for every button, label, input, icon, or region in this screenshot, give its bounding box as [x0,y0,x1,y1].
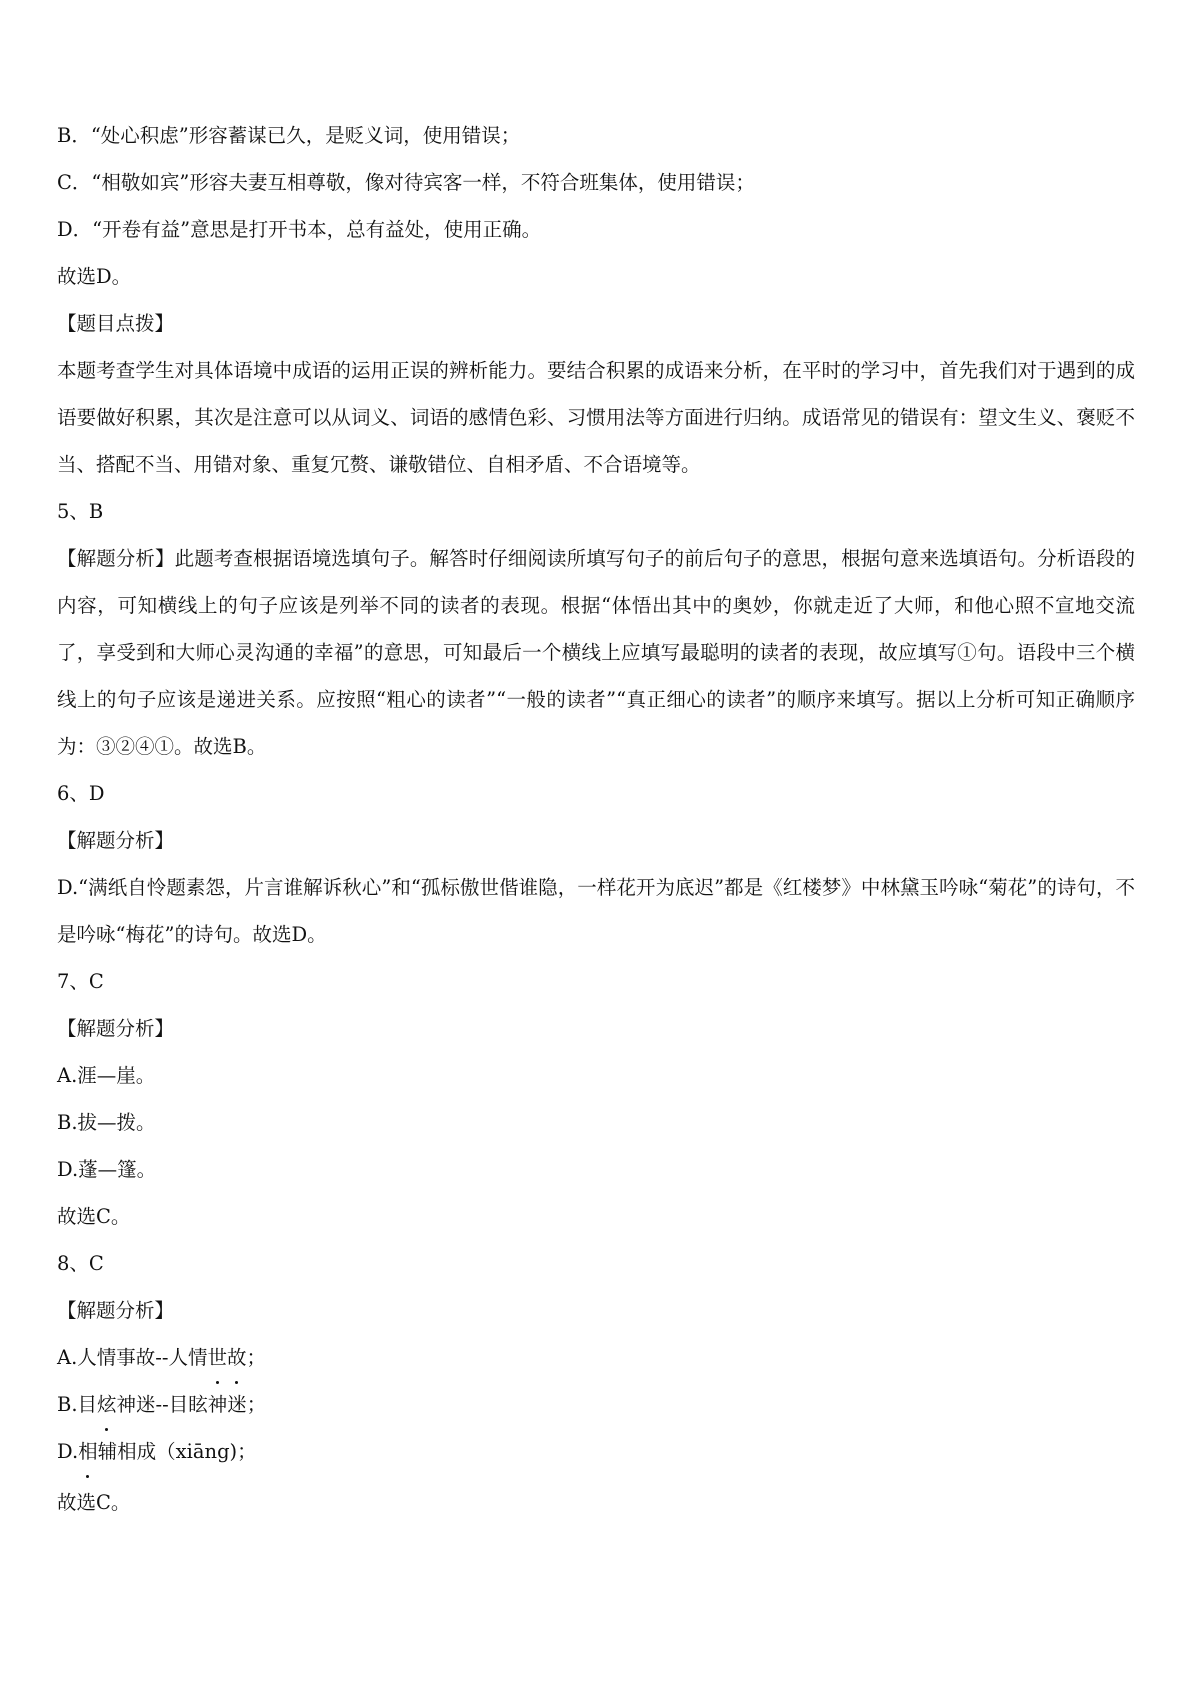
q7-answer: 故选C。 [57,1205,131,1228]
q8-d-emphasis-char: 相 [78,1428,98,1475]
q7-option-b: B.拔—拨。 [57,1111,156,1134]
q7-number: 7、C [57,970,104,993]
q8-b-end: 神迷--目眩神迷； [116,1393,267,1416]
q6-number: 6、D [57,782,105,805]
q8-option-a [57,1334,1135,1381]
option-c-line: C．“相敬如宾”形容夫妻互相尊敬，像对待宾客一样，不符合班集体，使用错误； [57,171,755,194]
tip-heading: 【题目点拨】 [57,312,175,335]
q8-b-emphasis-char: 炫 [97,1381,117,1428]
q7-heading: 【解题分析】 [57,1017,175,1040]
option-d-line: D．“开卷有益”意思是打开书本，总有益处，使用正确。 [57,218,542,241]
q6-body: D.“满纸自怜题素怨，片言谁解诉秋心”和“孤标傲世偕谁隐，一样花开为底迟”都是《红楼梦》中林黛玉吟咏“菊花”的诗句，不是吟咏“梅花”的诗句。故选D。 [57,876,1135,946]
option-b-line: B．“处心积虑”形容蓄谋已久，是贬义词，使用错误； [57,124,521,147]
q8-number: 8、C [57,1252,104,1275]
answer-q4: 故选D。 [57,265,132,288]
q8-d-end: 辅相成（xiāng)； [97,1440,257,1463]
q7-option-d: D.蓬—篷。 [57,1158,157,1181]
q8-b-text: B.目 [57,1393,98,1416]
document-page [57,112,1135,1526]
q8-heading: 【解题分析】 [57,1299,175,1322]
q5-analysis: 【解题分析】此题考查根据语境选填句子。解答时仔细阅读所填写句子的前后句子的意思，根据句意来选填语句。分析语段的内容，可知横线上的句子应该是列举不同的读者的表现。根据“体悟出其中的奥妙，你就走近了大师，和他心照不宣地交流了，享受到和大师心灵沟通的幸福”的意思，可知最后一个横线上应填写最聪明的读者的表现，故应填写①句。语段中三个横线上的句子应该是递进关系。应按照“粗心的读者”“一般的读者”“真正细心的读者”的顺序来填写。据以上分析可知正确顺序为：③②④①。故选B。 [57,547,1135,758]
q8-answer: 故选C。 [57,1491,131,1514]
q8-a-end: ； [246,1346,267,1369]
q8-d-text: D. [57,1440,79,1463]
q7-option-a: A.涯—崖。 [57,1064,156,1087]
q8-a-text: A.人情事故--人情 [57,1346,208,1369]
tip-body: 本题考查学生对具体语境中成语的运用正误的辨析能力。要结合积累的成语来分析，在平时的学习中，首先我们对于遇到的成语要做好积累，其次是注意可以从词义、词语的感情色彩、习惯用法等方面进行归纳。成语常见的错误有：望文生义、褒贬不当、搭配不当、用错对象、重复冗赘、谦敬错位、自相矛盾、不合语境等。 [57,359,1135,476]
q5-number: 5、B [57,500,104,523]
q8-option-b [57,1381,1135,1428]
q8-a-emphasis-char: 世 [207,1334,227,1381]
q8-option-d [57,1428,1135,1475]
q8-a-emphasis-char-2: 故 [227,1334,247,1381]
q6-heading: 【解题分析】 [57,829,175,852]
